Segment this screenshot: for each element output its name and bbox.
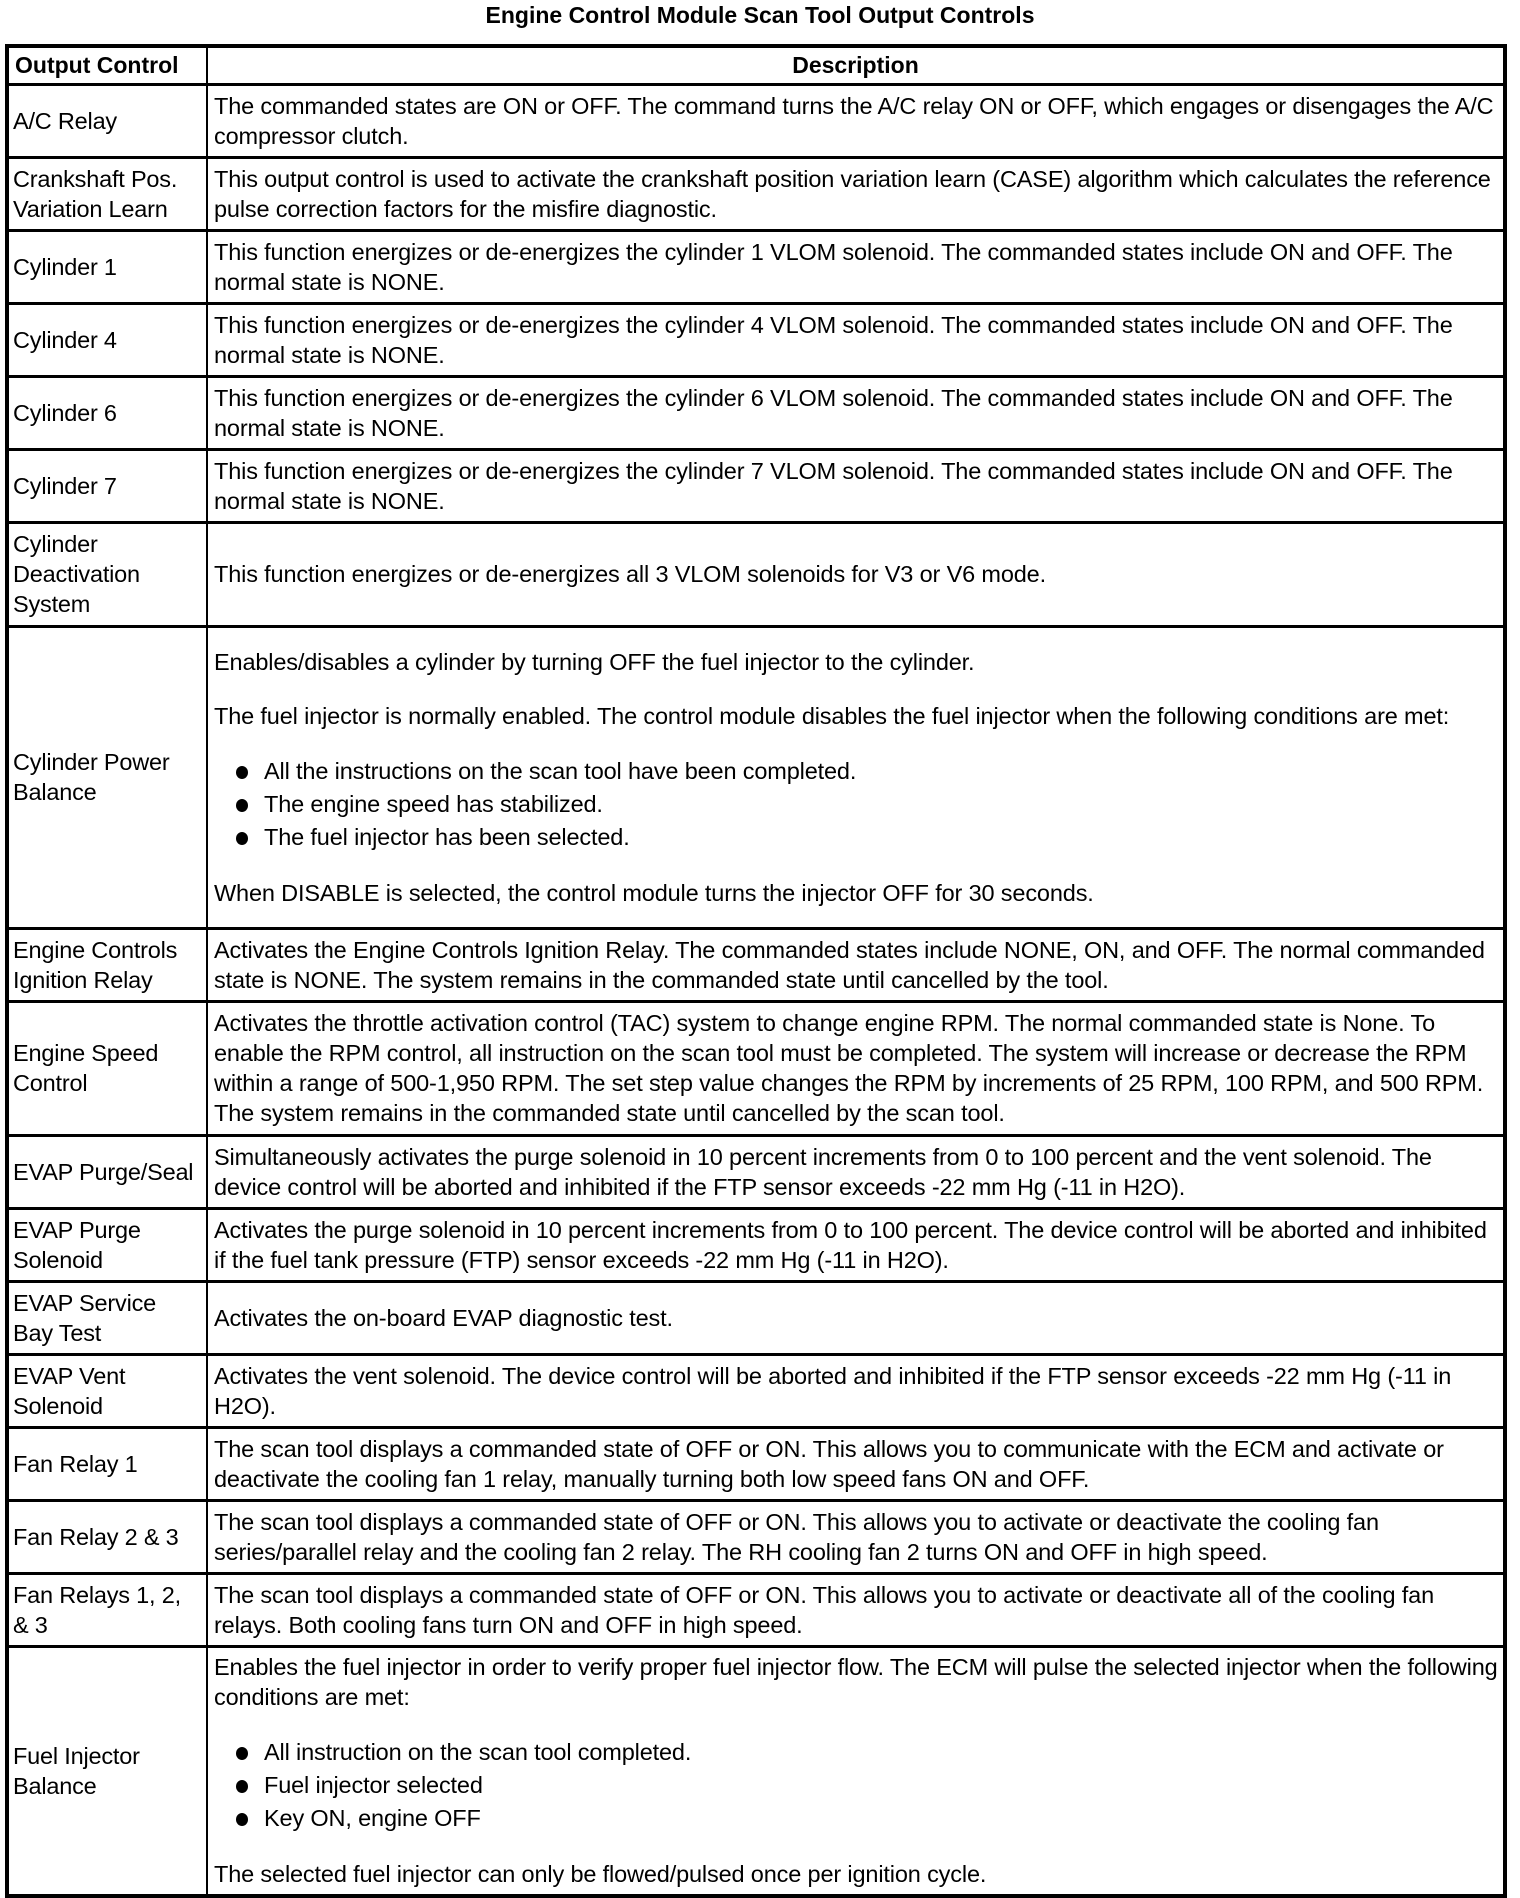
description-cell: This function energizes or de-energizes the cylinder 1 VLOM solenoid. The commanded states include ON and OFF. The normal state is NONE. [207,231,1505,304]
table-row [7,1355,1505,1428]
description-paragraph: The fuel injector is normally enabled. The control module disables the fuel injector when the following conditions are met: [214,702,1450,729]
output-control-cell: Cylinder 4 [7,304,207,377]
table-row [7,450,1505,523]
table-row [7,231,1505,304]
table-row [7,85,1505,158]
description-cell [207,627,1505,929]
table-row [7,929,1505,1002]
table-header-row [7,46,1505,85]
table-row [7,627,1505,929]
output-control-cell: A/C Relay [7,85,207,158]
description-paragraph: When DISABLE is selected, the control module turns the injector OFF for 30 seconds. [214,879,1094,906]
output-control-cell: Crankshaft Pos. Variation Learn [7,158,207,231]
table-row [7,1574,1505,1647]
description-cell: Activates the on-board EVAP diagnostic test. [207,1282,1505,1355]
table-row [7,1136,1505,1209]
bullet-icon [236,766,248,779]
table-row [7,1428,1505,1501]
description-paragraph: The selected fuel injector can only be flowed/pulsed once per ignition cycle. [214,1861,987,1887]
description-cell: This function energizes or de-energizes the cylinder 7 VLOM solenoid. The commanded states include ON and OFF. The normal state is NONE. [207,450,1505,523]
conditions-list [214,755,1501,854]
description-cell: This function energizes or de-energizes the cylinder 4 VLOM solenoid. The commanded states include ON and OFF. The normal state is NONE. [207,304,1505,377]
output-control-cell: Fan Relay 2 & 3 [7,1501,207,1574]
description-cell: The scan tool displays a commanded state of OFF or ON. This allows you to activate or deactivate the cooling fan series/parallel relay and the cooling fan 2 relay. The RH cooling fan 2 turns ON and OFF in high speed. [207,1501,1505,1574]
output-control-cell: Cylinder Power Balance [7,627,207,929]
table-row [7,1002,1505,1136]
description-cell: The scan tool displays a commanded state of OFF or ON. This allows you to activate or deactivate all of the cooling fan relays. Both cooling fans turn ON and OFF in high speed. [207,1574,1505,1647]
output-control-cell: EVAP Vent Solenoid [7,1355,207,1428]
table-row [7,1501,1505,1574]
output-control-cell: Cylinder Deactivation System [7,523,207,627]
output-control-cell: Cylinder 1 [7,231,207,304]
table-row [7,1282,1505,1355]
output-control-cell: Engine Speed Control [7,1002,207,1136]
list-item: All instruction on the scan tool completed. [236,1736,1501,1769]
output-control-cell: EVAP Purge Solenoid [7,1209,207,1282]
description-paragraph: Enables/disables a cylinder by turning OFF the fuel injector to the cylinder. [214,648,975,675]
description-cell: The commanded states are ON or OFF. The command turns the A/C relay ON or OFF, which engages or disengages the A/C compressor clutch. [207,85,1505,158]
bullet-icon [236,1747,248,1760]
description-paragraph: Enables the fuel injector in order to verify proper fuel injector flow. The ECM will pulse the selected injector when the following conditions are met: [214,1654,1498,1710]
bullet-icon [236,1813,248,1826]
description-cell: This output control is used to activate the crankshaft position variation learn (CASE) algorithm which calculates the reference pulse correction factors for the misfire diagnostic. [207,158,1505,231]
output-control-cell: EVAP Service Bay Test [7,1282,207,1355]
description-cell: This function energizes or de-energizes the cylinder 6 VLOM solenoid. The commanded states include ON and OFF. The normal state is NONE. [207,377,1505,450]
description-cell: Activates the purge solenoid in 10 percent increments from 0 to 100 percent. The device control will be aborted and inhibited if the fuel tank pressure (FTP) sensor exceeds -22 mm Hg (-11 in H2O). [207,1209,1505,1282]
description-cell: The scan tool displays a commanded state of OFF or ON. This allows you to communicate with the ECM and activate or deactivate the cooling fan 1 relay, manually turning both low speed fans ON and OFF. [207,1428,1505,1501]
list-item: Fuel injector selected [236,1769,1501,1802]
conditions-list [214,1736,1501,1835]
description-cell: Activates the Engine Controls Ignition Relay. The commanded states include NONE, ON, and OFF. The normal commanded state is NONE. The system remains in the commanded state until cancelled by the tool. [207,929,1505,1002]
table-row [7,158,1505,231]
table-row [7,1647,1505,1897]
description-cell: This function energizes or de-energizes all 3 VLOM solenoids for V3 or V6 mode. [207,523,1505,627]
bullet-icon [236,799,248,812]
table-row [7,377,1505,450]
output-control-cell: Engine Controls Ignition Relay [7,929,207,1002]
list-item: Key ON, engine OFF [236,1802,1501,1835]
table-row [7,1209,1505,1282]
list-item: All the instructions on the scan tool have been completed. [236,755,1501,788]
description-cell: Simultaneously activates the purge solenoid in 10 percent increments from 0 to 100 percent and the vent solenoid. The device control will be aborted and inhibited if the FTP sensor exceeds -22 mm Hg (-11 in H2O). [207,1136,1505,1209]
list-item: The engine speed has stabilized. [236,788,1501,821]
output-control-cell: Cylinder 7 [7,450,207,523]
description-cell: Activates the vent solenoid. The device control will be aborted and inhibited if the FTP sensor exceeds -22 mm Hg (-11 in H2O). [207,1355,1505,1428]
column-header-output-control: Output Control [7,46,207,85]
output-control-cell: Fuel Injector Balance [7,1647,207,1897]
bullet-icon [236,832,248,845]
column-header-description: Description [207,46,1505,85]
document-title: Engine Control Module Scan Tool Output Controls [485,2,1035,28]
bullet-icon [236,1780,248,1793]
table-row [7,304,1505,377]
output-control-cell: Fan Relays 1, 2, & 3 [7,1574,207,1647]
table-row [7,523,1505,627]
output-control-cell: Fan Relay 1 [7,1428,207,1501]
output-controls-table [5,44,1507,1898]
description-cell [207,1647,1505,1897]
output-control-cell: Cylinder 6 [7,377,207,450]
description-cell: Activates the throttle activation control (TAC) system to change engine RPM. The normal commanded state is None. To enable the RPM control, all instruction on the scan tool must be completed. The system will increase or decrease the RPM within a range of 500-1,950 RPM. The set step value changes the RPM by increments of 25 RPM, 100 RPM, and 500 RPM. The system remains in the commanded state until cancelled by the scan tool. [207,1002,1505,1136]
list-item: The fuel injector has been selected. [236,821,1501,854]
output-control-cell: EVAP Purge/Seal [7,1136,207,1209]
